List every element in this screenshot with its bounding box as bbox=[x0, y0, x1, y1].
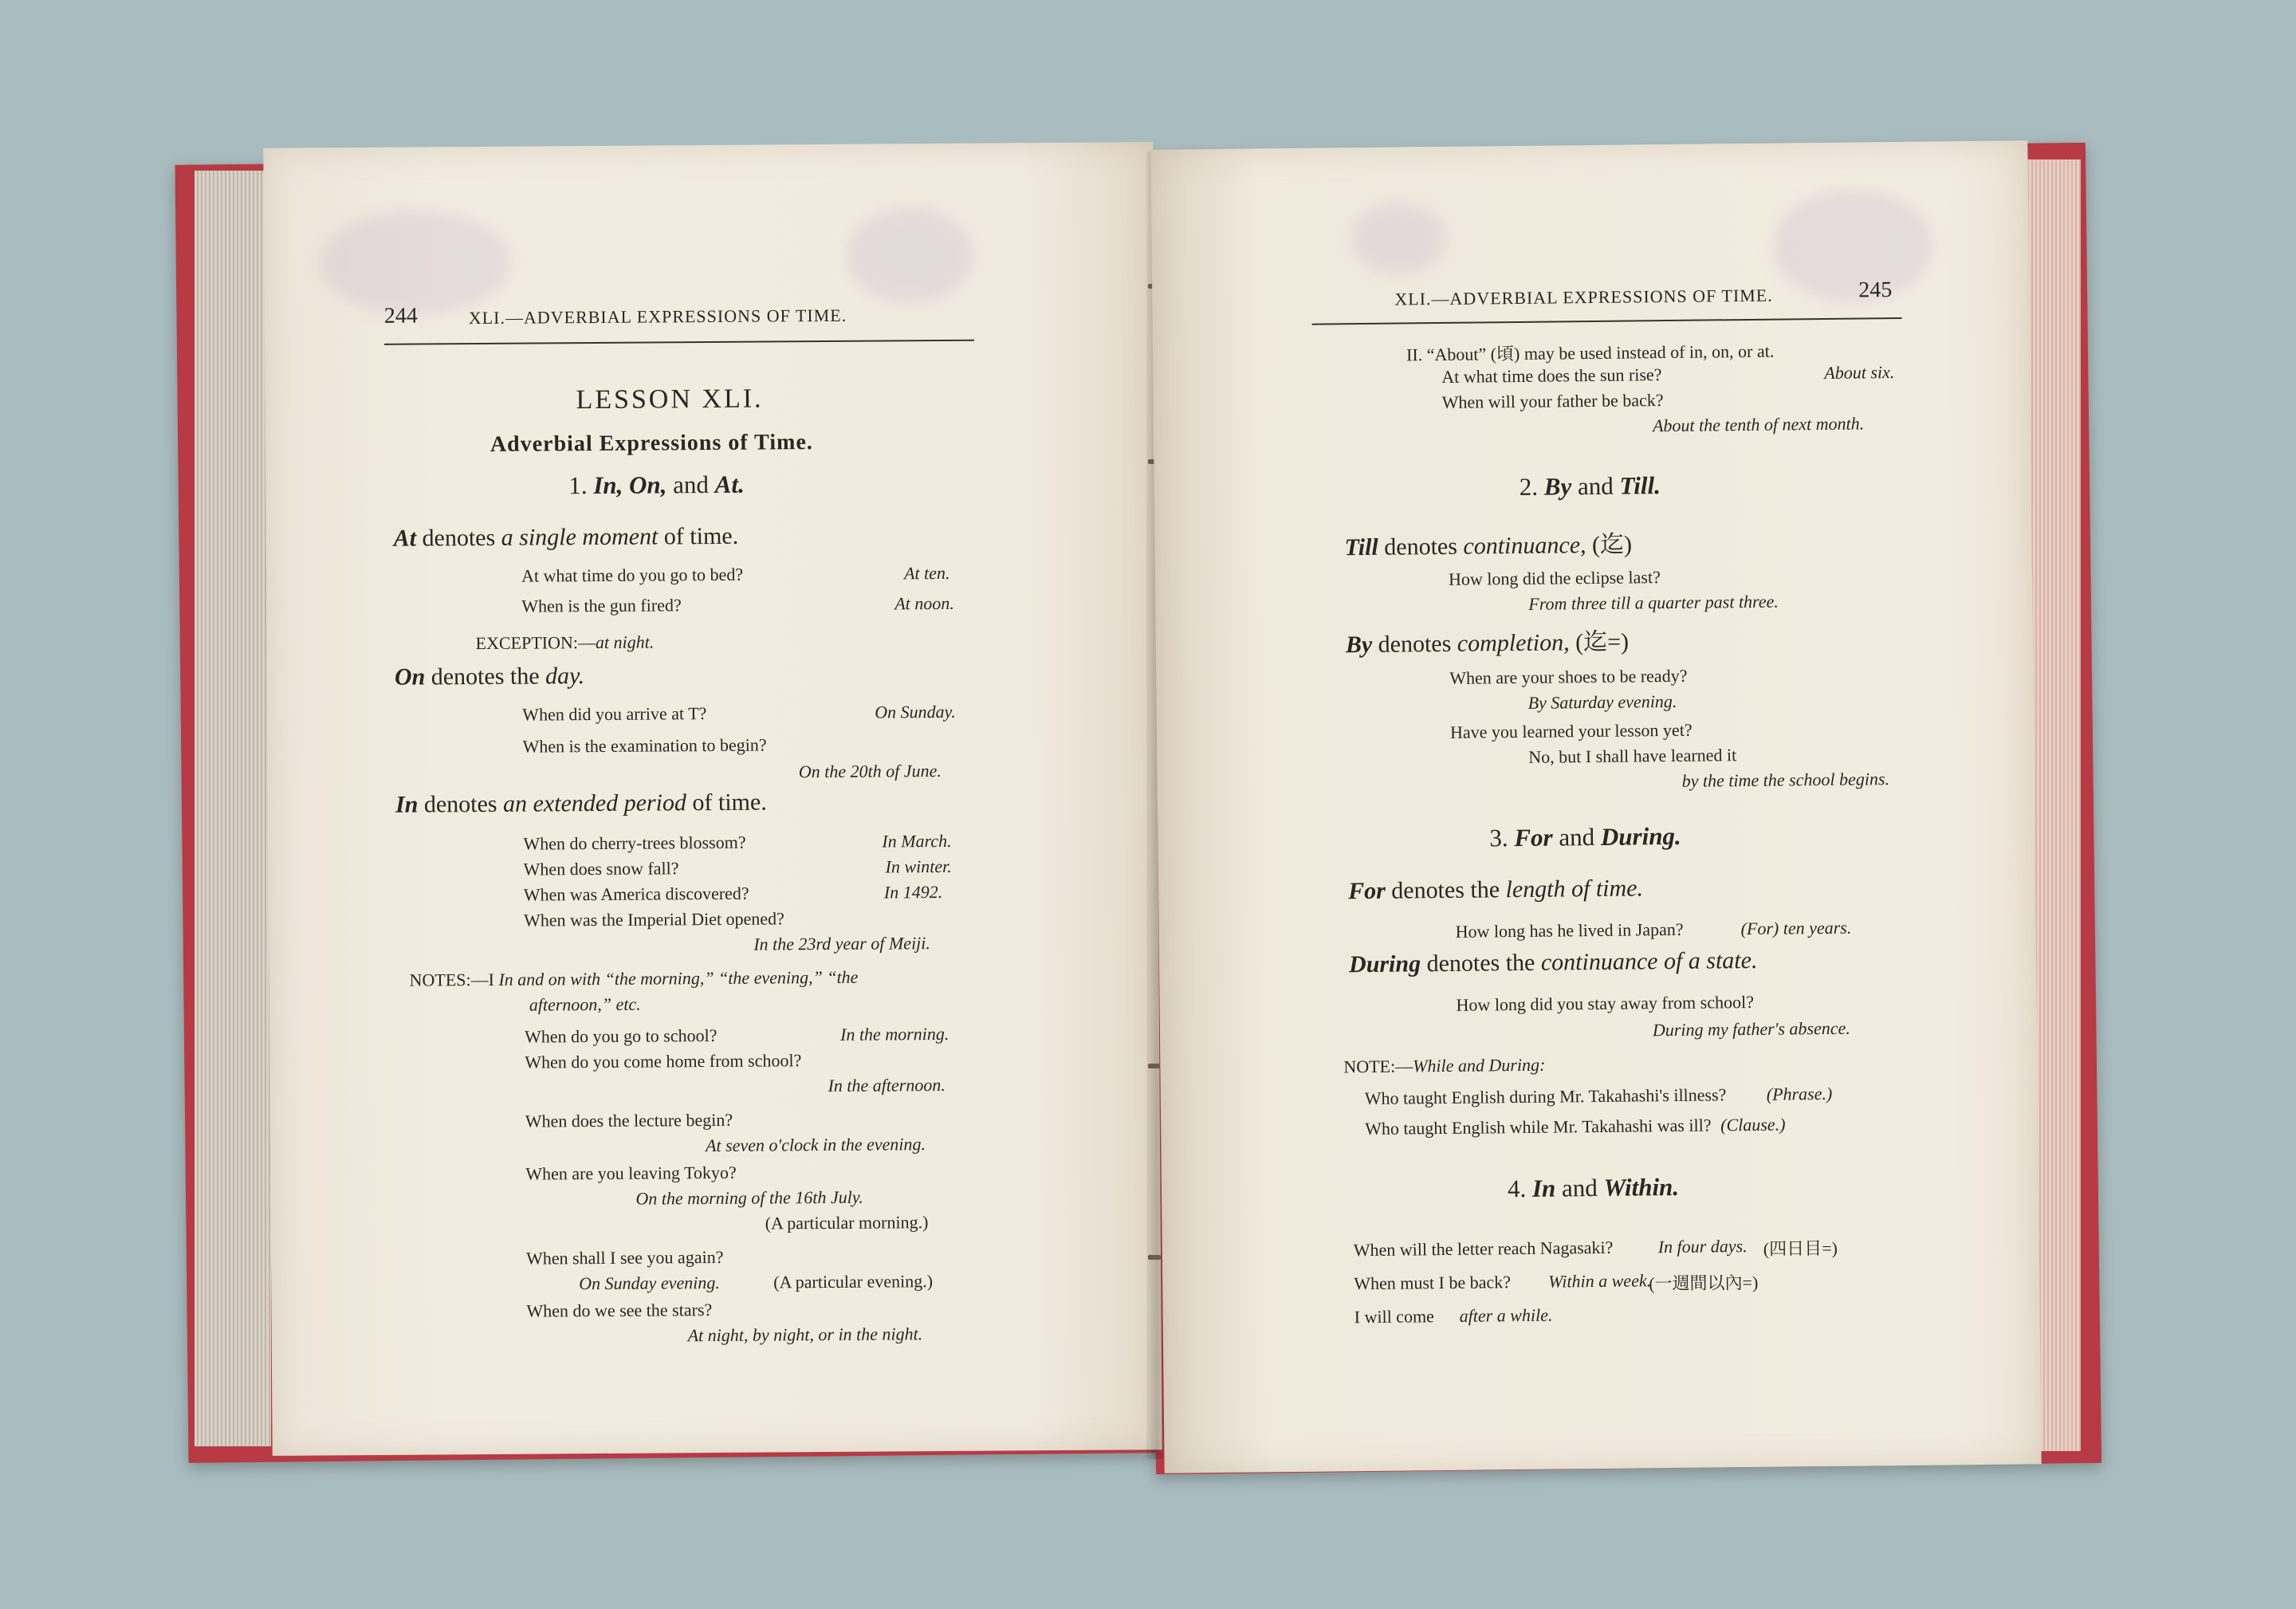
question: When did you arrive at T? bbox=[522, 703, 707, 725]
note-line: Who taught English while Mr. Takahashi was ill? bbox=[1365, 1115, 1712, 1139]
question: When do we see the stars? bbox=[526, 1300, 713, 1321]
answer: In the morning. bbox=[839, 1023, 949, 1044]
question: When shall I see you again? bbox=[525, 1246, 724, 1269]
running-head: XLI.—ADVERBIAL EXPRESSIONS OF TIME. bbox=[1394, 285, 1773, 309]
question: When do you go to school? bbox=[524, 1025, 718, 1047]
section-heading: 3. For and During. bbox=[1489, 821, 1681, 852]
question: When will the letter reach Nagasaki? bbox=[1353, 1237, 1614, 1261]
stitch bbox=[1148, 1255, 1161, 1260]
answer: In four days. bbox=[1657, 1236, 1748, 1257]
stamp-mark bbox=[1350, 203, 1447, 275]
question: When will your father be back? bbox=[1441, 390, 1664, 412]
page-number: 245 bbox=[1858, 277, 1893, 303]
running-head: XLI.—ADVERBIAL EXPRESSIONS OF TIME. bbox=[468, 305, 847, 328]
question: When must I be back? bbox=[1354, 1272, 1512, 1294]
question: When is the gun fired? bbox=[521, 595, 682, 616]
definition-during: During denotes the continuance of a state. bbox=[1348, 946, 1758, 978]
answer: On the 20th of June. bbox=[798, 760, 942, 782]
question: Have you learned your lesson yet? bbox=[1449, 719, 1693, 742]
stitch bbox=[1148, 1064, 1161, 1068]
right-page bbox=[1150, 140, 2041, 1473]
answer: by the time the school begins. bbox=[1681, 769, 1890, 791]
answer: At night, by night, or in the night. bbox=[687, 1324, 923, 1346]
exception-note: EXCEPTION:—at night. bbox=[475, 631, 655, 654]
answer-note: (A particular evening.) bbox=[773, 1271, 934, 1292]
answer: About six. bbox=[1824, 362, 1895, 383]
question: When do you come home from school? bbox=[525, 1050, 802, 1072]
answer: In 1492. bbox=[883, 881, 943, 903]
lesson-subtitle: Adverbial Expressions of Time. bbox=[489, 430, 813, 457]
definition-by: By denotes completion, (迄=) bbox=[1345, 628, 1630, 659]
question: How long did the eclipse last? bbox=[1448, 567, 1661, 589]
answer: At noon. bbox=[894, 592, 954, 614]
answer: In the 23rd year of Meiji. bbox=[753, 933, 930, 954]
sentence: I will come bbox=[1354, 1306, 1435, 1328]
question: When does the lecture begin? bbox=[525, 1109, 733, 1131]
question: When is the examination to begin? bbox=[522, 734, 767, 757]
question: At what time do you go to bed? bbox=[521, 564, 744, 586]
section-heading: 1. In, On, and At. bbox=[568, 470, 745, 500]
header-rule bbox=[384, 340, 974, 345]
answer: At seven o'clock in the evening. bbox=[705, 1134, 926, 1156]
definition-till: Till denotes continuance, (迄) bbox=[1344, 531, 1633, 561]
note-label: (Phrase.) bbox=[1766, 1083, 1833, 1104]
section-heading: 4. In and Within. bbox=[1507, 1172, 1680, 1203]
answer: From three till a quarter past three. bbox=[1528, 591, 1779, 614]
page-edges-left bbox=[195, 171, 271, 1446]
note-line: Who taught English during Mr. Takahashi's illness? bbox=[1364, 1084, 1727, 1109]
definition-for: For denotes the length of time. bbox=[1347, 875, 1644, 905]
question: When was America discovered? bbox=[523, 883, 749, 905]
question: When does snow fall? bbox=[523, 858, 679, 879]
answer: On Sunday evening. bbox=[579, 1272, 720, 1294]
question: When was the Imperial Diet opened? bbox=[523, 908, 784, 930]
answer: In the afternoon. bbox=[828, 1074, 946, 1096]
lesson-title: LESSON XLI. bbox=[576, 384, 764, 415]
answer: In winter. bbox=[885, 856, 952, 877]
question: When are your shoes to be ready? bbox=[1449, 665, 1688, 688]
answer: By Saturday evening. bbox=[1527, 690, 1677, 713]
note: NOTE:—While and During: bbox=[1343, 1054, 1546, 1077]
header-rule bbox=[1312, 317, 1902, 325]
definition-in: In denotes an extended period of time. bbox=[395, 789, 767, 818]
answer: About the tenth of next month. bbox=[1652, 413, 1865, 436]
note-label: (Clause.) bbox=[1720, 1114, 1786, 1135]
question: How long did you stay away from school? bbox=[1456, 991, 1755, 1015]
kanji-gloss: (一週間以內=) bbox=[1649, 1272, 1759, 1294]
question: How long has he lived in Japan? bbox=[1455, 919, 1684, 942]
stamp-mark bbox=[846, 207, 974, 304]
question: When are you leaving Tokyo? bbox=[525, 1162, 737, 1184]
answer: On the morning of the 16th July. bbox=[635, 1186, 863, 1209]
definition-at: At denotes a single moment of time. bbox=[393, 522, 739, 552]
answer: Within a week. bbox=[1548, 1270, 1652, 1292]
answer: In March. bbox=[882, 830, 952, 852]
notes-line: NOTES:—I In and on with “the morning,” “the evening,” “the bbox=[409, 966, 859, 990]
question: When do cherry-trees blossom? bbox=[523, 832, 746, 854]
page-number: 244 bbox=[383, 303, 418, 328]
stamp-mark bbox=[1773, 190, 1933, 303]
definition-on: On denotes the day. bbox=[394, 663, 585, 690]
answer: On Sunday. bbox=[875, 701, 956, 722]
left-page bbox=[263, 142, 1162, 1456]
question: At what time does the sun rise? bbox=[1441, 364, 1662, 387]
answer-note: (A particular morning.) bbox=[765, 1212, 929, 1233]
answer: At ten. bbox=[903, 562, 950, 584]
answer: after a while. bbox=[1459, 1304, 1553, 1326]
answer: (For) ten years. bbox=[1740, 917, 1852, 939]
answer: No, but I shall have learned it bbox=[1528, 745, 1737, 767]
section-heading: 2. By and Till. bbox=[1519, 471, 1661, 501]
kanji-gloss: (四日目=) bbox=[1763, 1237, 1838, 1259]
stamp-mark bbox=[320, 210, 512, 316]
notes-line: afternoon,” etc. bbox=[529, 993, 641, 1015]
about-note: II. “About” (頃) may be used instead of in, on, or at. bbox=[1406, 340, 1775, 365]
answer: During my father's absence. bbox=[1652, 1017, 1850, 1041]
